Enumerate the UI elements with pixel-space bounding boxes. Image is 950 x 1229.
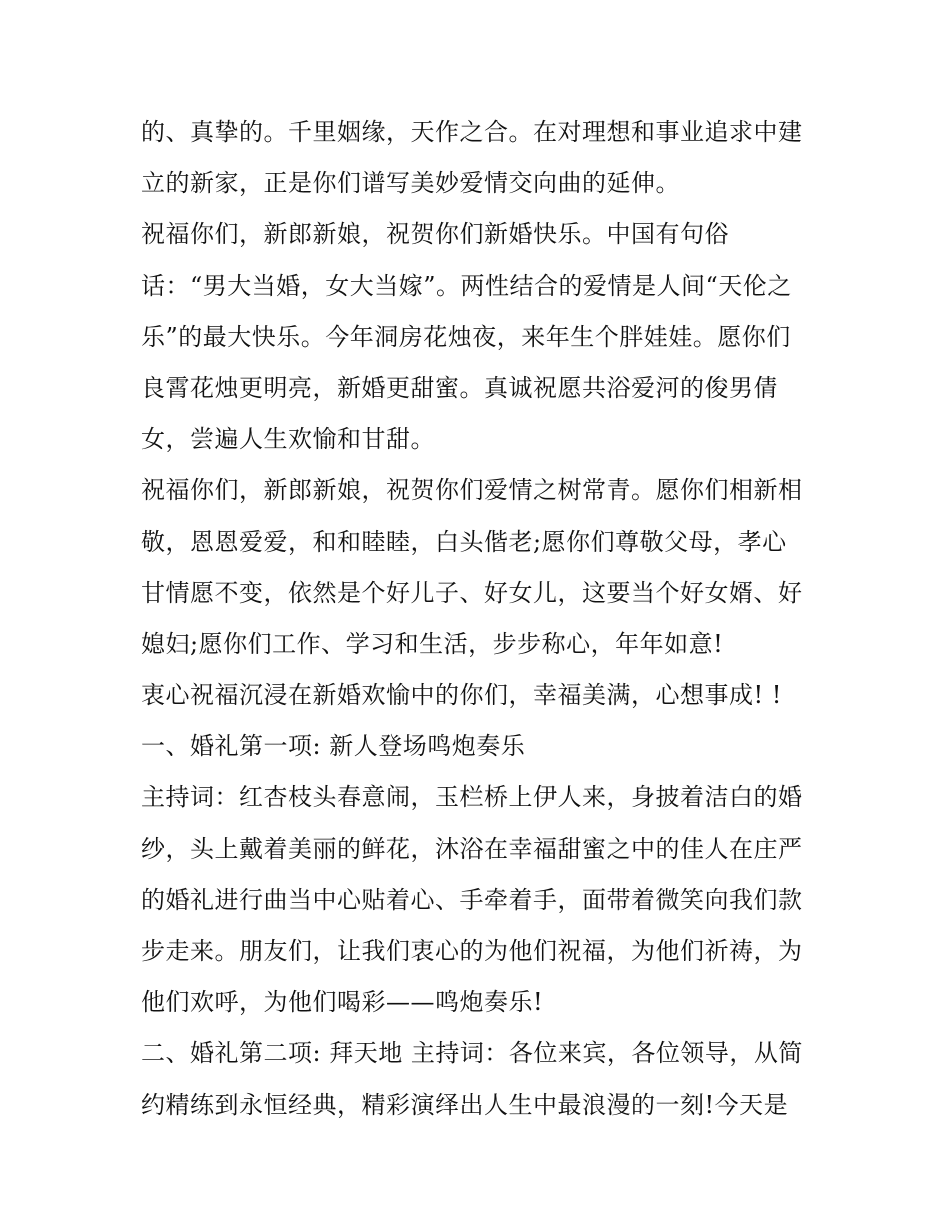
text-line: 约精练到永恒经典，精彩演绎出人生中最浪漫的一刻!今天是 [141, 1090, 789, 1119]
text-line: 媳妇;愿你们工作、学习和生活，步步称心，年年如意! [141, 629, 724, 658]
text-line: 敬，恩恩爱爱，和和睦睦，白头偕老;愿你们尊敬父母，孝心 [141, 527, 787, 556]
text-line: 主持词：红杏枝头春意闹，玉栏桥上伊人来，身披着洁白的婚 [141, 783, 803, 812]
text-line: 的、真挚的。千里姻缘，天作之合。在对理想和事业追求中建 [141, 118, 803, 146]
text-line: 话：“男大当婚，女大当嫁”。两性结合的爱情是人间“天伦之 [141, 271, 792, 300]
text-line: 女，尝遍人生欢愉和甘甜。 [141, 425, 435, 454]
text-line: 良霄花烛更明亮，新婚更甜蜜。真诚祝愿共浴爱河的俊男倩 [141, 373, 778, 402]
text-line: 的婚礼进行曲当中心贴着心、手牵着手，面带着微笑向我们款 [141, 885, 803, 914]
text-line: 立的新家，正是你们谱写美妙爱情交向曲的延伸。 [141, 169, 680, 198]
text-line: 纱，头上戴着美丽的鲜花，沐浴在幸福甜蜜之中的佳人在庄严 [141, 834, 803, 863]
text-line: 步走来。朋友们，让我们衷心的为他们祝福，为他们祈祷，为 [141, 937, 803, 965]
text-line: 甘情愿不变，依然是个好儿子、好女儿，这要当个好女婿、好 [141, 578, 803, 607]
section-heading: 二、婚礼第二项: 拜天地 主持词：各位来宾，各位领导，从简 [141, 1039, 803, 1068]
text-line: 祝福你们，新郎新娘，祝贺你们新婚快乐。中国有句俗 [141, 220, 729, 249]
section-heading: 一、婚礼第一项: 新人登场鸣炮奏乐 [141, 732, 526, 761]
text-line: 他们欢呼，为他们喝彩——鸣炮奏乐! [141, 988, 544, 1017]
text-line: 乐”的最大快乐。今年洞房花烛夜，来年生个胖娃娃。愿你们 [141, 322, 791, 351]
document-body [141, 107, 821, 1131]
text-line: 祝福你们，新郎新娘，祝贺你们爱情之树常青。愿你们相新相 [141, 476, 803, 505]
text-line: 衷心祝福沉浸在新婚欢愉中的你们，幸福美满，心想事成! ! [141, 681, 782, 710]
